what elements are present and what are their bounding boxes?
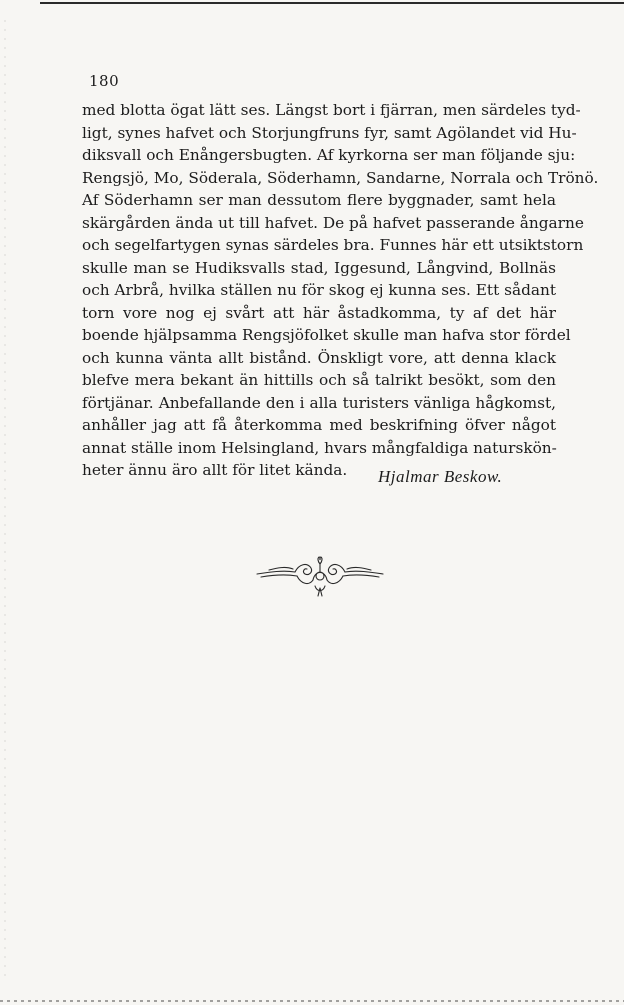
text-line: och segelfartygen synas särdeles bra. Funnes här ett utsiktstorn (82, 236, 584, 254)
text-line: skärgården ända ut till hafvet. De på hafvet passerande ångarne (82, 213, 584, 232)
author-signature: Hjalmar Beskow. (378, 467, 503, 486)
text-line: med blotta ögat lätt ses. Längst bort i fjärran, men särdeles tyd- (82, 101, 581, 119)
bottom-edge-rule (0, 1000, 624, 1002)
text-line: ligt, synes hafvet och Storjungfruns fyr, samt Agölandet vid Hu- (82, 123, 577, 142)
text-line: och Arbrå, hvilka ställen nu för skog ej kunna ses. Ett sådant (82, 281, 556, 299)
text-line: boende hjälpsamma Rengsjöfolket skulle man hafva stor fördel (82, 326, 571, 344)
text-line: anhåller jag att få återkomma med beskrifning öfver något (82, 416, 556, 434)
text-line: och kunna vänta allt bistånd. Önskligt vore, att denna klack (82, 348, 556, 367)
text-line: förtjänar. Anbefallande den i alla turisters vänliga hågkomst, (82, 393, 556, 412)
text-line: torn vore nog ej svårt att här åstadkomma, ty af det här (82, 303, 556, 322)
text-line: diksvall och Enångersbugten. Af kyrkorna ser man följande sju: (82, 146, 576, 164)
text-line: heter ännu äro allt för litet kända. (82, 461, 348, 479)
body-paragraph (82, 99, 599, 482)
text-line: Af Söderhamn ser man dessutom flere byggnader, samt hela (82, 191, 556, 209)
decorative-scroll-ornament-icon (255, 550, 385, 600)
top-edge-rule (40, 2, 624, 4)
text-line: skulle man se Hudiksvalls stad, Iggesund, Långvind, Bollnäs (82, 258, 556, 277)
text-line: blefve mera bekant än hittills och så talrikt besökt, som den (82, 371, 556, 389)
page-edge-speckle (4, 20, 6, 980)
page-number: 180 (89, 72, 120, 90)
text-line: Rengsjö, Mo, Söderala, Söderhamn, Sandarne, Norrala och Trönö. (82, 168, 599, 187)
text-line: annat ställe inom Helsingland, hvars mångfaldiga naturskön- (82, 438, 557, 457)
